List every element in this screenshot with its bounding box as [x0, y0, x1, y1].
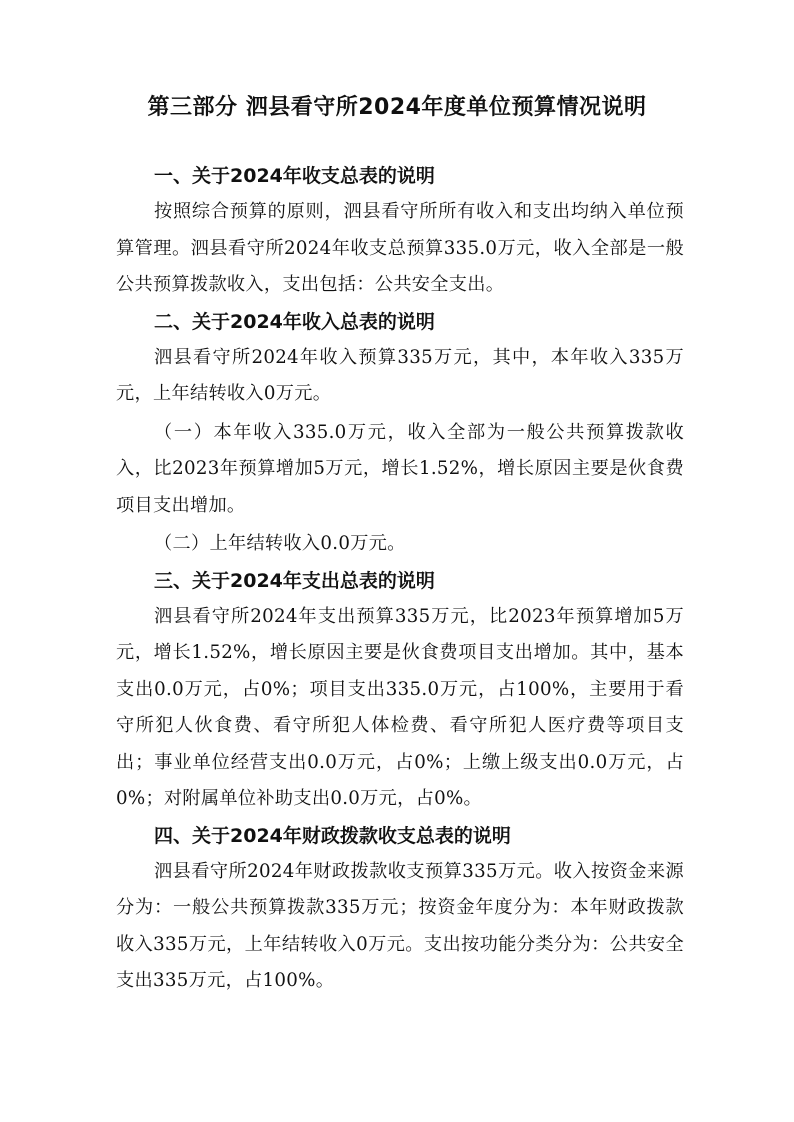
paragraph: 泗县看守所2024年支出预算335万元，比2023年预算增加5万元，增长1.52%，增长原因主要是伙食费项目支出增加。其中，基本支出0.0万元，占0%；项目支出335.0万元，占100%，主要用于看守所犯人伙食费、看守所犯人体检费、看守所犯人医疗费等项目支出；事业单位经营支出0.0万元，占0%；上缴上级支出0.0万元，占0%；对附属单位补助支出0.0万元，占0%。	[116, 605, 684, 809]
paragraph: 泗县看守所2024年财政拨款收支预算335万元。收入按资金来源分为：一般公共预算拨款335万元；按资金年度分为：本年财政拨款收入335万元，上年结转收入0万元。支出按功能分类分为：公共安全支出335万元，占100%。	[116, 860, 684, 991]
section-heading: 二、关于2024年收入总表的说明	[154, 310, 435, 333]
page-title: 第三部分 泗县看守所2024年度单位预算情况说明	[147, 95, 647, 120]
paragraph: 按照综合预算的原则，泗县看守所所有收入和支出均纳入单位预算管理。泗县看守所2024年收支总预算335.0万元，收入全部是一般公共预算拨款收入，支出包括：公共安全支出。	[116, 201, 684, 295]
section-expense-summary	[116, 563, 684, 818]
section-heading: 三、关于2024年支出总表的说明	[154, 569, 435, 592]
section-fiscal-appropriation-summary	[116, 818, 684, 1000]
paragraph: （一）本年收入335.0万元，收入全部为一般公共预算拨款收入，比2023年预算增加5万元，增长1.52%，增长原因主要是伙食费项目支出增加。	[116, 421, 684, 516]
section-income-summary	[116, 304, 684, 563]
paragraph: 泗县看守所2024年收入预算335万元，其中，本年收入335万元，上年结转收入0万元。	[116, 346, 684, 404]
document-body	[116, 158, 684, 1000]
paragraph: （二）上年结转收入0.0万元。	[154, 533, 406, 554]
section-heading: 四、关于2024年财政拨款收支总表的说明	[154, 824, 511, 847]
section-income-expense-summary	[116, 158, 684, 304]
section-heading: 一、关于2024年收支总表的说明	[154, 165, 435, 187]
